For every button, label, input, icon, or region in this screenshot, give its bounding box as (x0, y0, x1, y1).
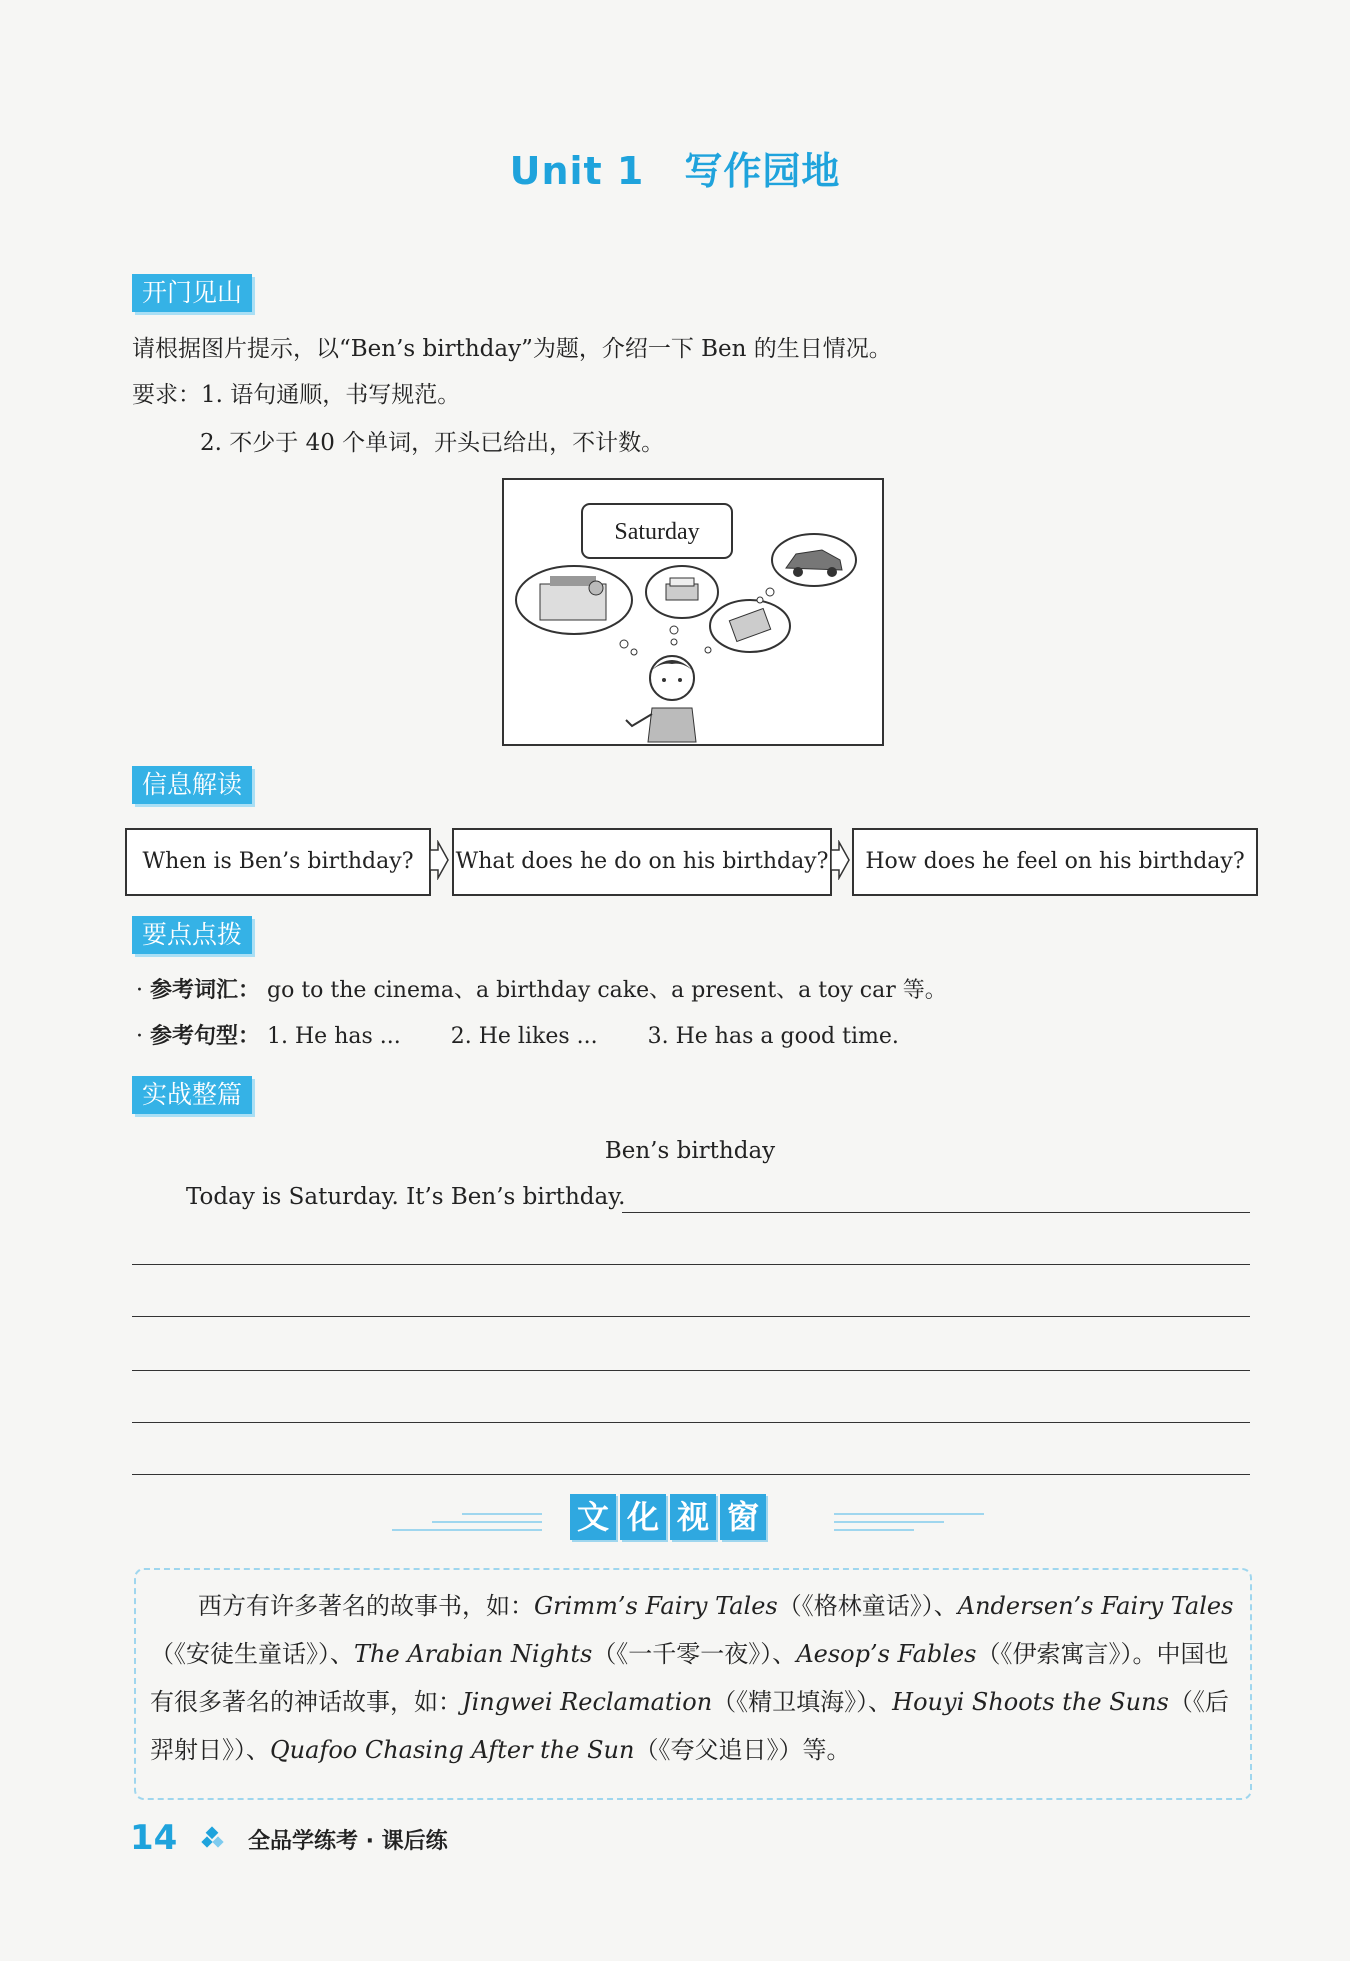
prompt-picture (502, 478, 884, 746)
culture-line-3: 有很多著名的神话故事，如：Jingwei Reclamation（《精卫填海》）、Houyi Shoots the Suns（《后 (150, 1688, 1229, 1716)
essay-title: Ben’s birthday (604, 1138, 776, 1164)
culture-tile: 窗 (720, 1494, 766, 1540)
writing-instruction: 请根据图片提示，以“Ben’s birthday”为题，介绍一下 Ben 的生日情况。 (132, 336, 892, 362)
book-name: 全品学练考 · 课后练 (248, 1829, 448, 1854)
section-badge-open: 开门见山 (132, 274, 252, 312)
culture-line-4: 羿射日》）、Quafoo Chasing After the Sun（《夸父追日》）等。 (150, 1736, 851, 1764)
diamond-icon (200, 1826, 226, 1852)
vocab-text: go to the cinema、a birthday cake、a present、a toy car 等。 (267, 978, 947, 1003)
requirement-1: 要求：1. 语句通顺，书写规范。 (132, 382, 461, 408)
cake-thought-icon (646, 566, 718, 618)
flow-arrow-icon (829, 840, 851, 880)
page-number: 14 (130, 1818, 178, 1858)
unit-topic: 写作园地 (684, 149, 841, 193)
sentence-1: 1. He has ... (267, 1024, 401, 1049)
sentence-3: 3. He has a good time. (647, 1024, 899, 1049)
requirement-2: 2. 不少于 40 个单词，开头已给出，不计数。 (200, 430, 665, 456)
writing-line[interactable] (132, 1370, 1250, 1371)
vocab-line: · 参考词汇： go to the cinema、a birthday cake、a present、a toy car 等。 (136, 978, 947, 1003)
culture-tile: 文 (570, 1494, 616, 1540)
sentence-line: · 参考句型： 1. He has ... 2. He likes ... 3. He has a good time. (136, 1024, 899, 1049)
car-thought-icon (772, 534, 856, 586)
section-badge-info: 信息解读 (132, 766, 252, 804)
sentence-label: 参考句型： (150, 1024, 261, 1049)
flow-step-3: How does he feel on his birthday? (852, 828, 1258, 896)
decor-lines-left-icon (392, 1508, 552, 1534)
section-badge-practice: 实战整篇 (132, 1076, 252, 1114)
writing-line[interactable] (132, 1264, 1250, 1265)
day-label: Saturday (614, 519, 700, 545)
culture-tile: 化 (620, 1494, 666, 1540)
vocab-label: 参考词汇： (150, 978, 261, 1003)
flow-arrow-icon (428, 840, 450, 880)
sentence-2: 2. He likes ... (450, 1024, 598, 1049)
unit-label: Unit 1 (509, 149, 645, 193)
boy-icon (626, 656, 696, 742)
decor-lines-right-icon (834, 1508, 994, 1534)
essay-opening: Today is Saturday. It’s Ben’s birthday. (186, 1184, 626, 1210)
culture-title (570, 1494, 770, 1540)
writing-line[interactable] (132, 1316, 1250, 1317)
flow-step-1: When is Ben’s birthday? (125, 828, 431, 896)
writing-line[interactable] (132, 1422, 1250, 1423)
present-thought-icon (710, 600, 790, 652)
section-badge-points: 要点点拨 (132, 916, 252, 954)
cinema-thought-icon (516, 566, 632, 634)
culture-line-1: 西方有许多著名的故事书，如：Grimm’s Fairy Tales（《格林童话》）、Andersen’s Fairy Tales (198, 1592, 1234, 1620)
writing-line[interactable] (132, 1474, 1250, 1475)
writing-line[interactable] (622, 1212, 1250, 1213)
culture-tile: 视 (670, 1494, 716, 1540)
culture-box (134, 1568, 1252, 1800)
page-title (0, 140, 1350, 195)
culture-line-2: （《安徒生童话》）、The Arabian Nights（《一千零一夜》）、Aesop’s Fables（《伊索寓言》）。中国也 (150, 1640, 1229, 1668)
flow-step-2: What does he do on his birthday? (452, 828, 832, 896)
